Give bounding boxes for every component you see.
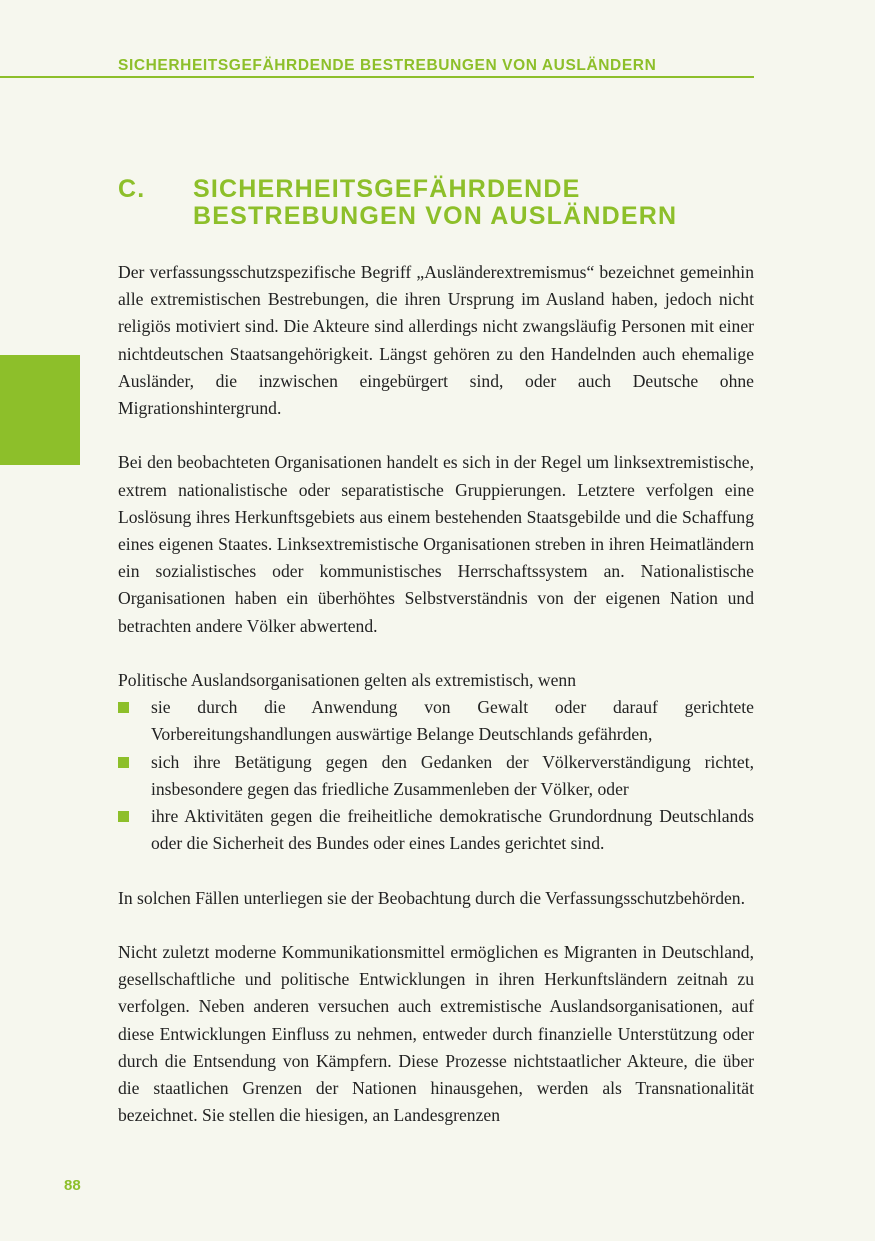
- paragraph-2: Bei den beobachteten Organisationen handelt es sich in der Regel um linksextremistische, extrem nationalistische oder separatistische Gruppierungen. Letztere verfolgen eine Loslösung ihres Herkunftsgebiets aus einem bestehenden Staatsgebilde und die Schaffung eines eigenen Staates. Linksextremistische Organisationen streben in ihren Heimatländern ein sozialistisches oder kommunistisches Herrschaftssystem an. Nationalistische Organisationen haben ein überhöhtes Selbstverständnis von der eigenen Nation und betrachten andere Völker abwertend.: [118, 452, 754, 636]
- chapter-title: [193, 176, 677, 230]
- chapter-title-line-2: BESTREBUNGEN VON AUSLÄNDERN: [193, 202, 678, 230]
- bullet-square-icon: [118, 757, 129, 768]
- header-rule: [0, 76, 754, 78]
- list-item-text: sie durch die Anwendung von Gewalt oder darauf gerichtete Vorbereitungshandlungen auswärtige Belange Deutschlands gefährden,: [151, 697, 754, 745]
- list-item: [118, 749, 754, 803]
- bullet-square-icon: [118, 811, 129, 822]
- criteria-list: [118, 694, 754, 857]
- list-item-text: sich ihre Betätigung gegen den Gedanken der Völkerverständigung richtet, insbesondere gegen das friedliche Zusammenleben der Völker, oder: [151, 751, 754, 799]
- list-item-text: ihre Aktivitäten gegen die freiheitliche demokratische Grundordnung Deutschlands oder die Sicherheit des Bundes oder eines Landes gerichtet sind.: [151, 806, 754, 854]
- chapter-number: C.: [118, 175, 146, 203]
- list-item: [118, 694, 754, 748]
- body-text: [118, 259, 754, 1129]
- paragraph-5: Nicht zuletzt moderne Kommunikationsmittel ermöglichen es Migranten in Deutschland, gesellschaftliche und politische Entwicklungen in ihren Herkunftsländern zeitnah zu verfolgen. Neben anderen versuchen auch extremistische Auslandsorganisationen, auf diese Entwicklungen Einfluss zu nehmen, entweder durch finanzielle Unterstützung oder durch die Entsendung von Kämpfern. Diese Prozesse nichtstaatlicher Akteure, die über die staatlichen Grenzen der Nationen hinausgehen, werden als Transnationalität bezeichnet. Sie stellen die hiesigen, an Landesgrenzen: [118, 942, 754, 1126]
- paragraph-1: Der verfassungsschutzspezifische Begriff „Ausländerextremismus“ bezeichnet gemeinhin alle extremistischen Bestrebungen, die ihren Ursprung im Ausland haben, jedoch nicht religiös motiviert sind. Die Akteure sind allerdings nicht zwangsläufig Personen mit einer nichtdeutschen Staatsangehörigkeit. Längst gehören zu den Handelnden auch ehemalige Ausländer, die inzwischen eingebürgert sind, oder auch Deutsche ohne Migrationshintergrund.: [118, 262, 754, 419]
- paragraph-3-intro: Politische Auslandsorganisationen gelten als extremistisch, wenn: [118, 670, 577, 691]
- page-number: 88: [64, 1177, 81, 1194]
- bullet-square-icon: [118, 702, 129, 713]
- chapter-side-tab: [0, 355, 80, 465]
- chapter-title-line-1: SICHERHEITSGEFÄHRDENDE: [193, 175, 581, 203]
- running-header: SICHERHEITSGEFÄHRDENDE BESTREBUNGEN VON AUSLÄNDERN: [118, 57, 657, 74]
- paragraph-4: In solchen Fällen unterliegen sie der Beobachtung durch die Verfassungsschutzbehörden.: [118, 887, 745, 908]
- list-item: [118, 803, 754, 857]
